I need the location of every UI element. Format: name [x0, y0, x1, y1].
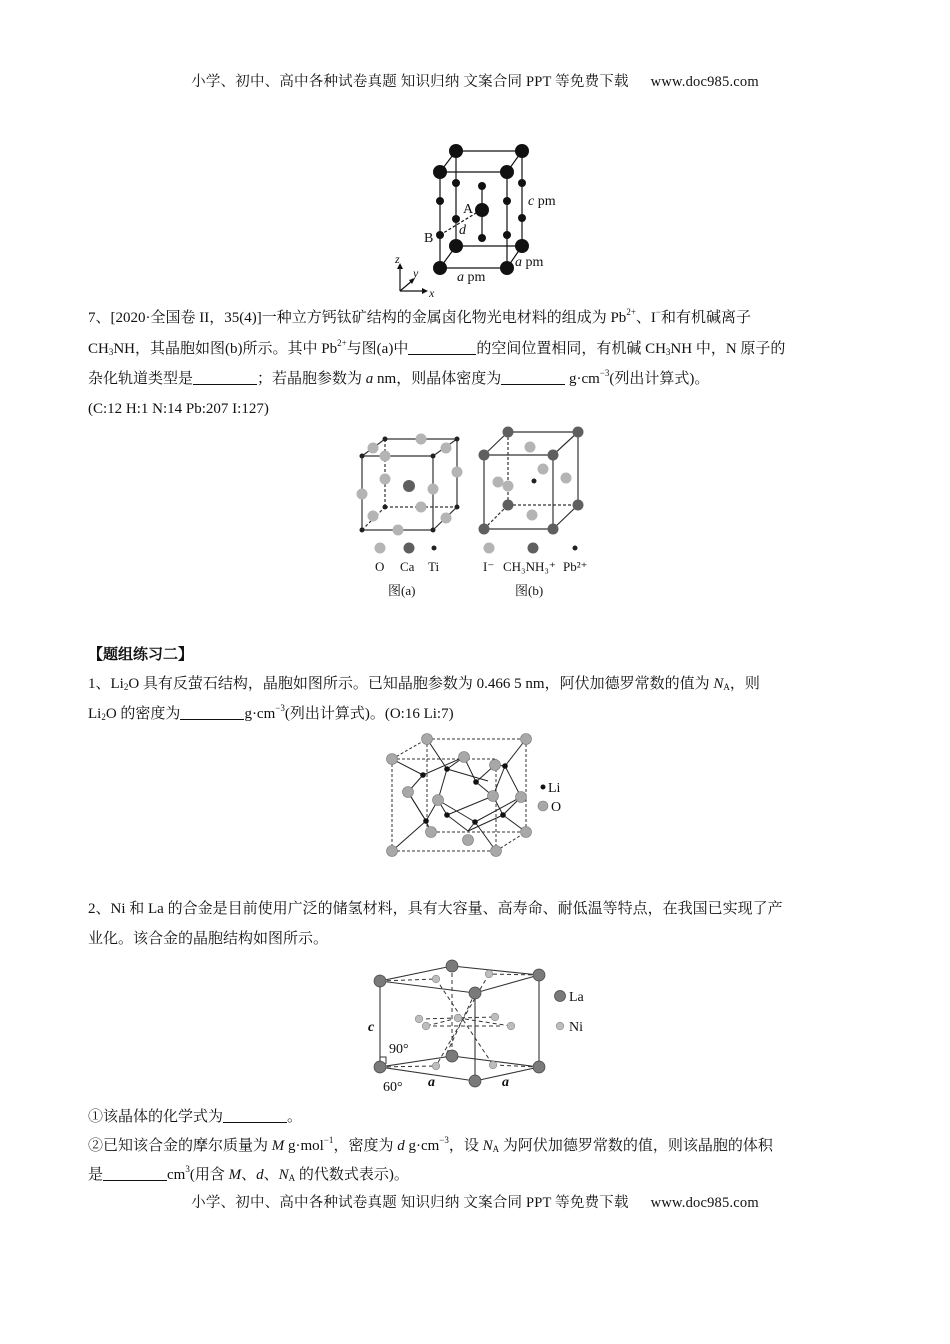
label-a-pm-bottom: a pm	[457, 270, 486, 285]
label-a2: a	[502, 1075, 509, 1090]
q1-line2: $Li_2O$ 的密度为 $g\cdot cm^{-3}$(列出计算式)。(O:16 Li:7)	[88, 703, 454, 722]
figure-tetragonal-cell	[390, 138, 570, 303]
label-A: A	[463, 202, 474, 217]
figure-lani-cell	[365, 958, 595, 1098]
q2-line1: 2、Ni 和 La 的合金是目前使用广泛的储氢材料，具有大容量、高寿命、耐低温等特点，在我国已实现了产	[88, 901, 783, 917]
label-a-pm-side: a pm	[515, 255, 544, 270]
header-url[interactable]: www.doc985.com	[650, 74, 759, 90]
header-text: 小学、初中、高中各种试卷真题 知识归纳 文案合同 PPT 等免费下载	[191, 74, 629, 90]
answer-blank-q2-2[interactable]	[103, 1165, 167, 1181]
footer-url[interactable]: www.doc985.com	[650, 1195, 759, 1211]
label-B: B	[424, 231, 434, 246]
axis-x: x	[429, 286, 435, 300]
q2-line2: 业化。该合金的晶胞结构如图所示。	[88, 931, 329, 947]
answer-blank-q7-3[interactable]	[501, 369, 565, 385]
legend-la: La	[569, 990, 584, 1005]
q1-line1: 1、$Li_2O$ 具有反萤石结构，晶胞如图所示。已知晶胞参数为 0.466 5 nm，阿伏加德罗常数的值为 $N_A$，则	[88, 676, 760, 692]
label-c-pm: c pm	[528, 194, 556, 209]
legend-a-Ti: Ti	[428, 559, 440, 574]
footer-text: 小学、初中、高中各种试卷真题 知识归纳 文案合同 PPT 等免费下载	[191, 1195, 629, 1211]
answer-blank-q1[interactable]	[180, 704, 244, 720]
figure-li2o-cell	[380, 730, 570, 860]
q7-line3: 杂化轨道类型是 ；若晶胞参数为 a nm，则晶体密度为 $g\cdot cm^{-3}$(列出计算式)。	[88, 368, 710, 387]
legend-ni: Ni	[569, 1020, 583, 1035]
legend-li: Li	[548, 781, 561, 796]
label-c: c	[368, 1020, 375, 1035]
legend-a-O: O	[375, 559, 385, 574]
page-header	[0, 70, 950, 91]
q7-line2: $CH_3NH$，其晶胞如图(b)所示。其中 $Pb^{2+}$与图(a)中 的空间位置相同，有机碱 $CH_3NH$ 中，N 原子的	[88, 338, 786, 357]
legend-b-I: I⁻	[483, 559, 495, 574]
q2-sub1: ①该晶体的化学式为 。	[88, 1109, 303, 1125]
q2-sub2: ②已知该合金的摩尔质量为 M g·mol$^{-1}$，密度为 d $g\cdot cm^{-3}$，设 $N_A$ 为阿伏加德罗常数的值，则该晶胞的体积	[88, 1135, 773, 1154]
answer-blank-q7-2[interactable]	[193, 369, 257, 385]
q7-line4-atomic-masses: (C:12 H:1 N:14 Pb:207 I:127)	[88, 401, 269, 417]
section-title: 【题组练习二】	[88, 645, 194, 663]
legend-o: O	[551, 800, 562, 815]
q2-sub3: 是 $cm^3$(用含 M、d、$N_A$ 的代数式表示)。	[88, 1164, 409, 1183]
label-d: d	[459, 223, 466, 238]
legend-b-Pb: Pb²⁺	[563, 559, 588, 574]
legend-b-CH3NH3: CH₃NH₃⁺	[503, 559, 556, 574]
label-a1: a	[428, 1075, 435, 1090]
caption-a: 图(a)	[388, 583, 416, 598]
legend-a-Ca: Ca	[400, 559, 415, 574]
label-90deg: 90°	[389, 1042, 409, 1057]
caption-b: 图(b)	[515, 583, 544, 598]
q7-line1: 7、[2020·全国卷 II，35(4)]一种立方钙钛矿结构的金属卤化物光电材料的组成为 $Pb^{2+}$、I−和有机碱离子	[88, 307, 751, 326]
page-footer	[0, 1191, 950, 1212]
label-60deg: 60°	[383, 1080, 403, 1095]
answer-blank-q2-1[interactable]	[223, 1107, 287, 1123]
axis-y: y	[413, 266, 419, 280]
figure-perovskite-ab	[345, 425, 610, 605]
answer-blank-q7-1[interactable]	[408, 339, 476, 355]
axis-z: z	[395, 252, 400, 266]
